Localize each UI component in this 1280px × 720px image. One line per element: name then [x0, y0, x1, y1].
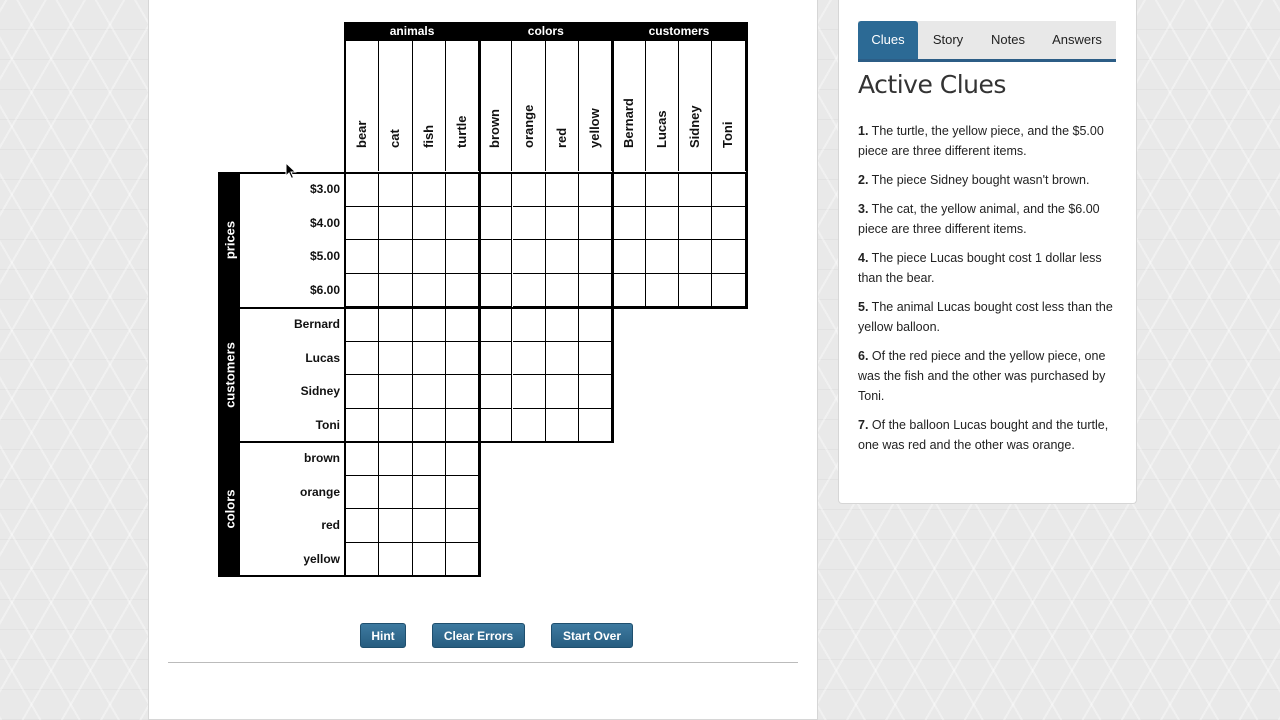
grid-cell[interactable] — [546, 375, 579, 409]
row-label: brown — [304, 451, 340, 465]
grid-border — [479, 22, 481, 577]
clue-text: Of the balloon Lucas bought and the turtle, one was red and the other was orange. — [858, 418, 1109, 452]
tab-clues[interactable]: Clues — [858, 21, 918, 59]
grid-cell[interactable] — [546, 342, 579, 376]
grid-cell[interactable] — [446, 240, 479, 274]
grid-cell[interactable] — [513, 274, 546, 308]
row-label: red — [321, 518, 340, 532]
grid-cell[interactable] — [712, 207, 745, 241]
grid-cell[interactable] — [546, 409, 579, 443]
grid-cell[interactable] — [413, 308, 446, 342]
row-label: $3.00 — [309, 182, 340, 196]
row-label: $5.00 — [309, 249, 340, 263]
grid-cell[interactable] — [546, 207, 579, 241]
grid-cell[interactable] — [346, 476, 379, 510]
tab-answers[interactable]: Answers — [1052, 32, 1102, 47]
column-label-text: orange — [520, 104, 536, 148]
row-group-label: prices — [222, 220, 237, 260]
grid-cell[interactable] — [446, 442, 479, 476]
grid-cell[interactable] — [446, 207, 479, 241]
tab-notes[interactable]: Notes — [991, 32, 1025, 47]
column-label-text: bear — [354, 120, 370, 148]
clue-text: The cat, the yellow animal, and the $6.00 piece are three different items. — [858, 202, 1100, 236]
column-label — [413, 41, 446, 171]
column-label — [679, 41, 712, 171]
column-label — [646, 41, 679, 171]
grid-cell[interactable] — [513, 207, 546, 241]
row-group-header-customers — [219, 308, 240, 442]
grid-cell[interactable] — [479, 240, 512, 274]
grid-cell[interactable] — [346, 543, 379, 577]
row-label: $4.00 — [309, 215, 340, 230]
grid-cell[interactable] — [479, 274, 512, 308]
row-label: Bernard — [293, 317, 340, 331]
grid-cell[interactable] — [479, 308, 512, 342]
grid-cell[interactable] — [479, 173, 512, 207]
grid-cell[interactable] — [379, 308, 412, 342]
grid-cell[interactable] — [346, 442, 379, 476]
grid-cell[interactable] — [413, 375, 446, 409]
panel-tabs — [858, 21, 1116, 62]
start-over-button[interactable]: Start Over — [551, 623, 633, 648]
grid-cell[interactable] — [513, 173, 546, 207]
grid-cell[interactable] — [579, 173, 612, 207]
column-label-text: Toni — [720, 121, 736, 148]
row-label: yellow — [303, 551, 340, 566]
grid-cell[interactable] — [413, 342, 446, 376]
grid-cell[interactable] — [379, 375, 412, 409]
grid-cell[interactable] — [546, 274, 579, 308]
column-label — [546, 41, 579, 171]
clue-item[interactable] — [858, 121, 1120, 161]
grid-cell[interactable] — [479, 409, 512, 443]
clue-item[interactable] — [858, 346, 1120, 406]
grid-cell[interactable] — [446, 274, 479, 308]
row-group-header-prices — [219, 173, 240, 307]
clue-text: The turtle, the yellow piece, and the $5.00 piece are three different items. — [858, 124, 1104, 158]
column-label — [712, 41, 745, 171]
grid-cell[interactable] — [379, 207, 412, 241]
clue-item[interactable] — [858, 170, 1120, 190]
grid-cell[interactable] — [612, 240, 645, 274]
row-group-label: colors — [222, 489, 237, 529]
grid-cell[interactable] — [579, 342, 612, 376]
grid-cell[interactable] — [346, 173, 379, 207]
clue-item[interactable] — [858, 199, 1120, 239]
grid-cell[interactable] — [579, 375, 612, 409]
grid-cell[interactable] — [413, 409, 446, 443]
grid-cell[interactable] — [513, 240, 546, 274]
col-group-header-customers: customers — [612, 22, 745, 41]
row-label: orange — [299, 484, 340, 499]
grid-cell[interactable] — [346, 308, 379, 342]
grid-cell[interactable] — [379, 173, 412, 207]
column-label-text: Bernard — [620, 98, 636, 148]
column-label — [479, 41, 512, 171]
grid-cell[interactable] — [712, 173, 745, 207]
grid-cell[interactable] — [612, 274, 645, 308]
grid-cell[interactable] — [446, 375, 479, 409]
grid-cell[interactable] — [346, 509, 379, 543]
column-label-text: brown — [487, 109, 503, 148]
grid-cell[interactable] — [679, 274, 712, 308]
column-label — [513, 41, 546, 171]
row-label: $6.00 — [309, 282, 340, 297]
grid-cell[interactable] — [446, 342, 479, 376]
grid-cell[interactable] — [346, 240, 379, 274]
clue-number: 3. — [858, 202, 869, 216]
column-label-text: cat — [387, 129, 403, 148]
grid-cell[interactable] — [446, 509, 479, 543]
grid-cell[interactable] — [413, 476, 446, 510]
grid-cell[interactable] — [579, 207, 612, 241]
grid-cell[interactable] — [379, 409, 412, 443]
grid-cell[interactable] — [413, 240, 446, 274]
clue-number: 1. — [858, 124, 869, 138]
grid-border — [218, 441, 614, 443]
grid-cell[interactable] — [579, 409, 612, 443]
grid-border — [344, 172, 346, 577]
column-label-text: Sidney — [687, 105, 703, 148]
column-label — [446, 41, 479, 171]
grid-cell[interactable] — [413, 274, 446, 308]
grid-cell[interactable] — [446, 308, 479, 342]
clue-text: The piece Lucas bought cost 1 dollar less than the bear. — [858, 251, 1102, 285]
grid-cell[interactable] — [679, 240, 712, 274]
grid-cell[interactable] — [579, 274, 612, 308]
row-label: Lucas — [305, 350, 340, 365]
grid-cell[interactable] — [579, 240, 612, 274]
grid-cell[interactable] — [379, 476, 412, 510]
grid-cell[interactable] — [446, 409, 479, 443]
row-group-label: customers — [222, 342, 237, 408]
grid-cell[interactable] — [446, 476, 479, 510]
clue-number: 2. — [858, 173, 869, 187]
grid-cell[interactable] — [513, 342, 546, 376]
hint-button[interactable]: Hint — [360, 623, 406, 648]
grid-cell[interactable] — [513, 409, 546, 443]
grid-cell[interactable] — [413, 207, 446, 241]
grid-cell[interactable] — [546, 308, 579, 342]
grid-cell[interactable] — [479, 342, 512, 376]
grid-cell[interactable] — [413, 442, 446, 476]
column-label — [579, 41, 612, 171]
grid-cell[interactable] — [346, 342, 379, 376]
grid-cell[interactable] — [446, 543, 479, 577]
grid-cell[interactable] — [346, 375, 379, 409]
grid-cell[interactable] — [646, 173, 679, 207]
clue-number: 7. — [858, 418, 869, 432]
column-label-text: fish — [420, 124, 436, 148]
grid-cell[interactable] — [346, 274, 379, 308]
grid-cell[interactable] — [379, 342, 412, 376]
grid-cell[interactable] — [479, 375, 512, 409]
grid-cell[interactable] — [413, 509, 446, 543]
column-label-text: turtle — [454, 115, 470, 148]
grid-cell[interactable] — [712, 274, 745, 308]
grid-cell[interactable] — [679, 173, 712, 207]
grid-cell[interactable] — [413, 543, 446, 577]
grid-border — [746, 22, 748, 309]
grid-cell[interactable] — [479, 207, 512, 241]
clue-item[interactable] — [858, 415, 1120, 455]
grid-cell[interactable] — [413, 173, 446, 207]
grid-cell[interactable] — [646, 240, 679, 274]
column-label-text: red — [553, 127, 569, 148]
grid-cell[interactable] — [379, 543, 412, 577]
grid-cell[interactable] — [513, 308, 546, 342]
grid-cell[interactable] — [612, 173, 645, 207]
grid-border — [218, 307, 748, 309]
clue-number: 4. — [858, 251, 869, 265]
clues-title: Active Clues — [858, 70, 1006, 99]
clue-item[interactable] — [858, 297, 1120, 337]
grid-cell[interactable] — [546, 173, 579, 207]
grid-cell[interactable] — [612, 207, 645, 241]
grid-cell[interactable] — [579, 308, 612, 342]
clue-text: Of the red piece and the yellow piece, one was the fish and the other was purchased by Toni. — [858, 349, 1106, 403]
clue-text: The piece Sidney bought wasn't brown. — [868, 173, 1090, 187]
column-label — [346, 41, 379, 171]
grid-cell[interactable] — [646, 207, 679, 241]
column-label-text: Lucas — [653, 110, 669, 148]
grid-cell[interactable] — [646, 274, 679, 308]
col-group-header-colors: colors — [479, 22, 612, 41]
grid-cell[interactable] — [379, 240, 412, 274]
row-group-header-colors — [219, 442, 240, 576]
clue-number: 5. — [858, 300, 869, 314]
clue-number: 6. — [858, 349, 869, 363]
clue-text: The animal Lucas bought cost less than the yellow balloon. — [858, 300, 1113, 334]
col-group-header-animals: animals — [345, 22, 479, 41]
clue-list — [858, 121, 1120, 464]
grid-cell[interactable] — [379, 442, 412, 476]
row-label: Toni — [315, 417, 340, 432]
grid-cell[interactable] — [379, 509, 412, 543]
row-label: Sidney — [300, 384, 340, 398]
column-label-text: yellow — [587, 108, 603, 148]
column-label — [379, 41, 412, 171]
grid-border — [218, 172, 346, 174]
grid-cell[interactable] — [379, 274, 412, 308]
grid-cell[interactable] — [712, 240, 745, 274]
grid-cell[interactable] — [346, 409, 379, 443]
clue-item[interactable] — [858, 248, 1120, 288]
divider — [168, 662, 798, 663]
grid-border — [612, 22, 614, 443]
grid-cell[interactable] — [513, 375, 546, 409]
clear-errors-button[interactable]: Clear Errors — [432, 623, 525, 648]
grid-cell[interactable] — [346, 207, 379, 241]
grid-cell[interactable] — [546, 240, 579, 274]
tab-story[interactable]: Story — [932, 32, 964, 47]
grid-border — [344, 172, 748, 174]
grid-border — [218, 575, 481, 577]
grid-cell[interactable] — [679, 207, 712, 241]
grid-cell[interactable] — [446, 173, 479, 207]
column-label — [612, 41, 645, 171]
grid-border — [218, 172, 220, 577]
